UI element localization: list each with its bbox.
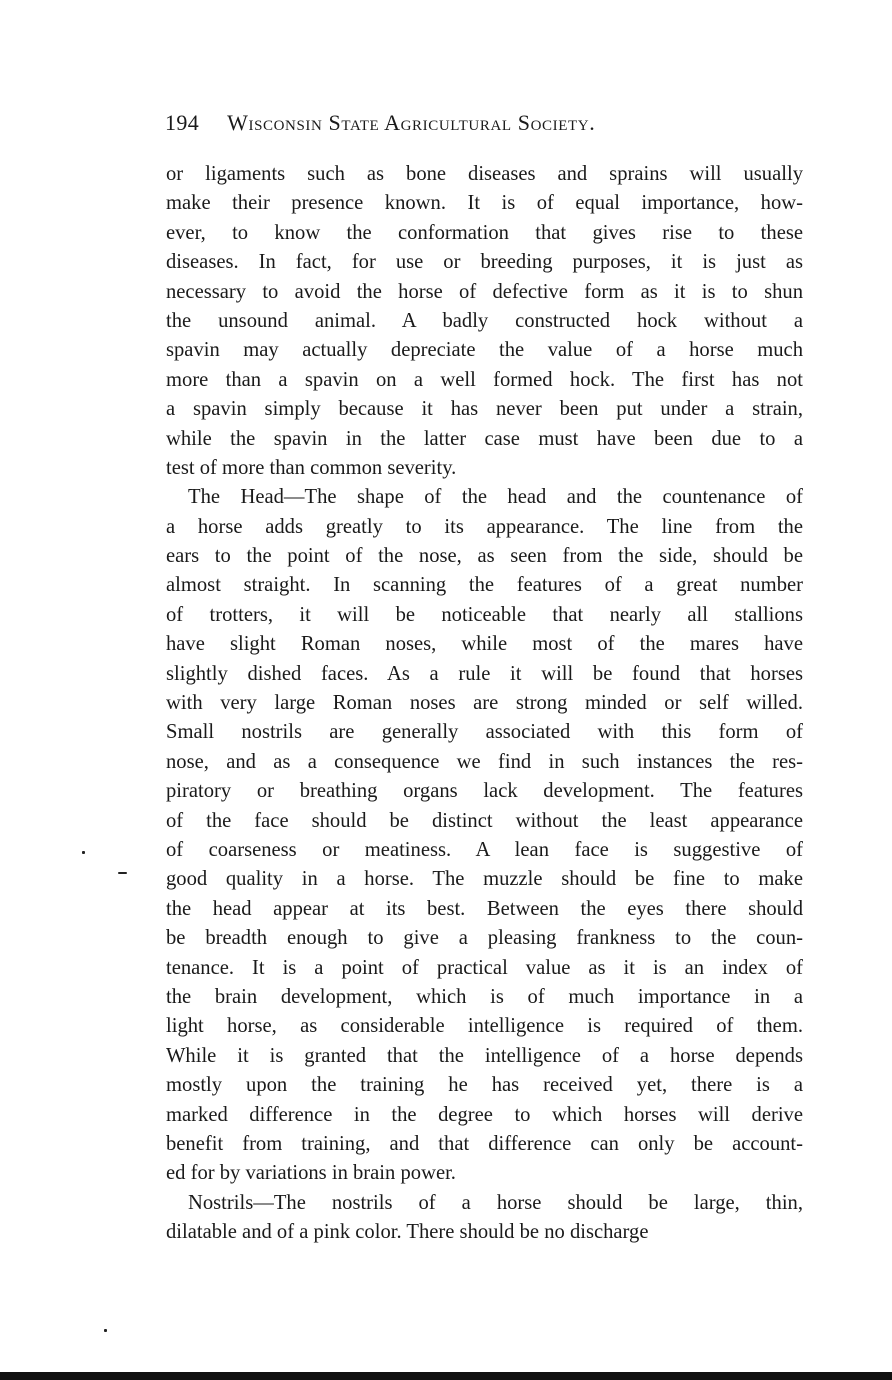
paragraph-the-head — [166, 483, 803, 1188]
text-line: the head appear at its best. Between the eyes there should — [166, 897, 803, 920]
text-line: almost straight. In scanning the features of a great number — [166, 574, 803, 597]
text-line: slightly dished faces. As a rule it will be found that horses — [166, 662, 803, 685]
scan-dash-mark — [118, 872, 127, 874]
text-line: dilatable and of a pink color. There should be no discharge — [166, 1221, 649, 1244]
text-line: be breadth enough to give a pleasing frankness to the coun- — [166, 927, 803, 950]
text-line: While it is granted that the intelligence of a horse depends — [166, 1044, 803, 1067]
scan-speck-mark — [82, 851, 85, 854]
text-line: a spavin simply because it has never been put under a strain, — [166, 398, 803, 421]
text-line: or ligaments such as bone diseases and sprains will usually — [166, 163, 803, 185]
text-line: of the face should be distinct without the least appearance — [166, 809, 803, 832]
text-line: ears to the point of the nose, as seen from the side, should be — [166, 545, 803, 568]
running-header — [165, 110, 805, 136]
scan-speck-mark — [104, 1329, 107, 1332]
paragraph-nostrils — [166, 1189, 803, 1248]
text-line: make their presence known. It is of equal importance, how- — [166, 192, 803, 215]
text-line: test of more than common severity. — [166, 456, 457, 479]
text-line: Nostrils—The nostrils of a horse should be large, thin, — [188, 1191, 803, 1214]
page-number: 194 — [165, 110, 200, 135]
text-line: more than a spavin on a well formed hock. The first has not — [166, 368, 803, 391]
text-line: with very large Roman noses are strong minded or self willed. — [166, 692, 803, 715]
text-line: while the spavin in the latter case must have been due to a — [166, 427, 803, 450]
text-line: tenance. It is a point of practical value as it is an index of — [166, 956, 803, 979]
text-line: spavin may actually depreciate the value of a horse much — [166, 339, 803, 362]
text-line: ever, to know the conformation that gives rise to these — [166, 221, 803, 244]
text-line: of trotters, it will be noticeable that nearly all stallions — [166, 603, 803, 626]
text-line: marked difference in the degree to which horses will derive — [166, 1103, 803, 1126]
text-line: mostly upon the training he has received yet, there is a — [166, 1074, 803, 1097]
paragraph-ligaments — [166, 160, 803, 483]
body-text — [166, 160, 803, 1247]
text-line: the brain development, which is of much importance in a — [166, 985, 803, 1008]
text-line: have slight Roman noses, while most of the mares have — [166, 633, 803, 656]
text-line: nose, and as a consequence we find in such instances the res- — [166, 750, 803, 773]
scan-bottom-edge — [0, 1372, 892, 1380]
text-line: benefit from training, and that difference can only be account- — [166, 1132, 803, 1155]
text-line: light horse, as considerable intelligence is required of them. — [166, 1015, 803, 1038]
text-line: piratory or breathing organs lack development. The features — [166, 780, 803, 803]
text-line: good quality in a horse. The muzzle should be fine to make — [166, 868, 803, 891]
text-line: diseases. In fact, for use or breeding purposes, it is just as — [166, 251, 803, 274]
running-title: Wisconsin State Agricultural Society. — [227, 110, 596, 135]
text-line: Small nostrils are generally associated with this form of — [166, 721, 803, 744]
text-line: necessary to avoid the horse of defective form as it is to shun — [166, 280, 803, 303]
text-line: a horse adds greatly to its appearance. The line from the — [166, 515, 803, 538]
text-line: The Head—The shape of the head and the countenance of — [188, 486, 803, 509]
text-line: of coarseness or meatiness. A lean face is suggestive of — [166, 838, 803, 861]
text-line: the unsound animal. A badly constructed hock without a — [166, 309, 803, 332]
text-line: ed for by variations in brain power. — [166, 1162, 456, 1185]
